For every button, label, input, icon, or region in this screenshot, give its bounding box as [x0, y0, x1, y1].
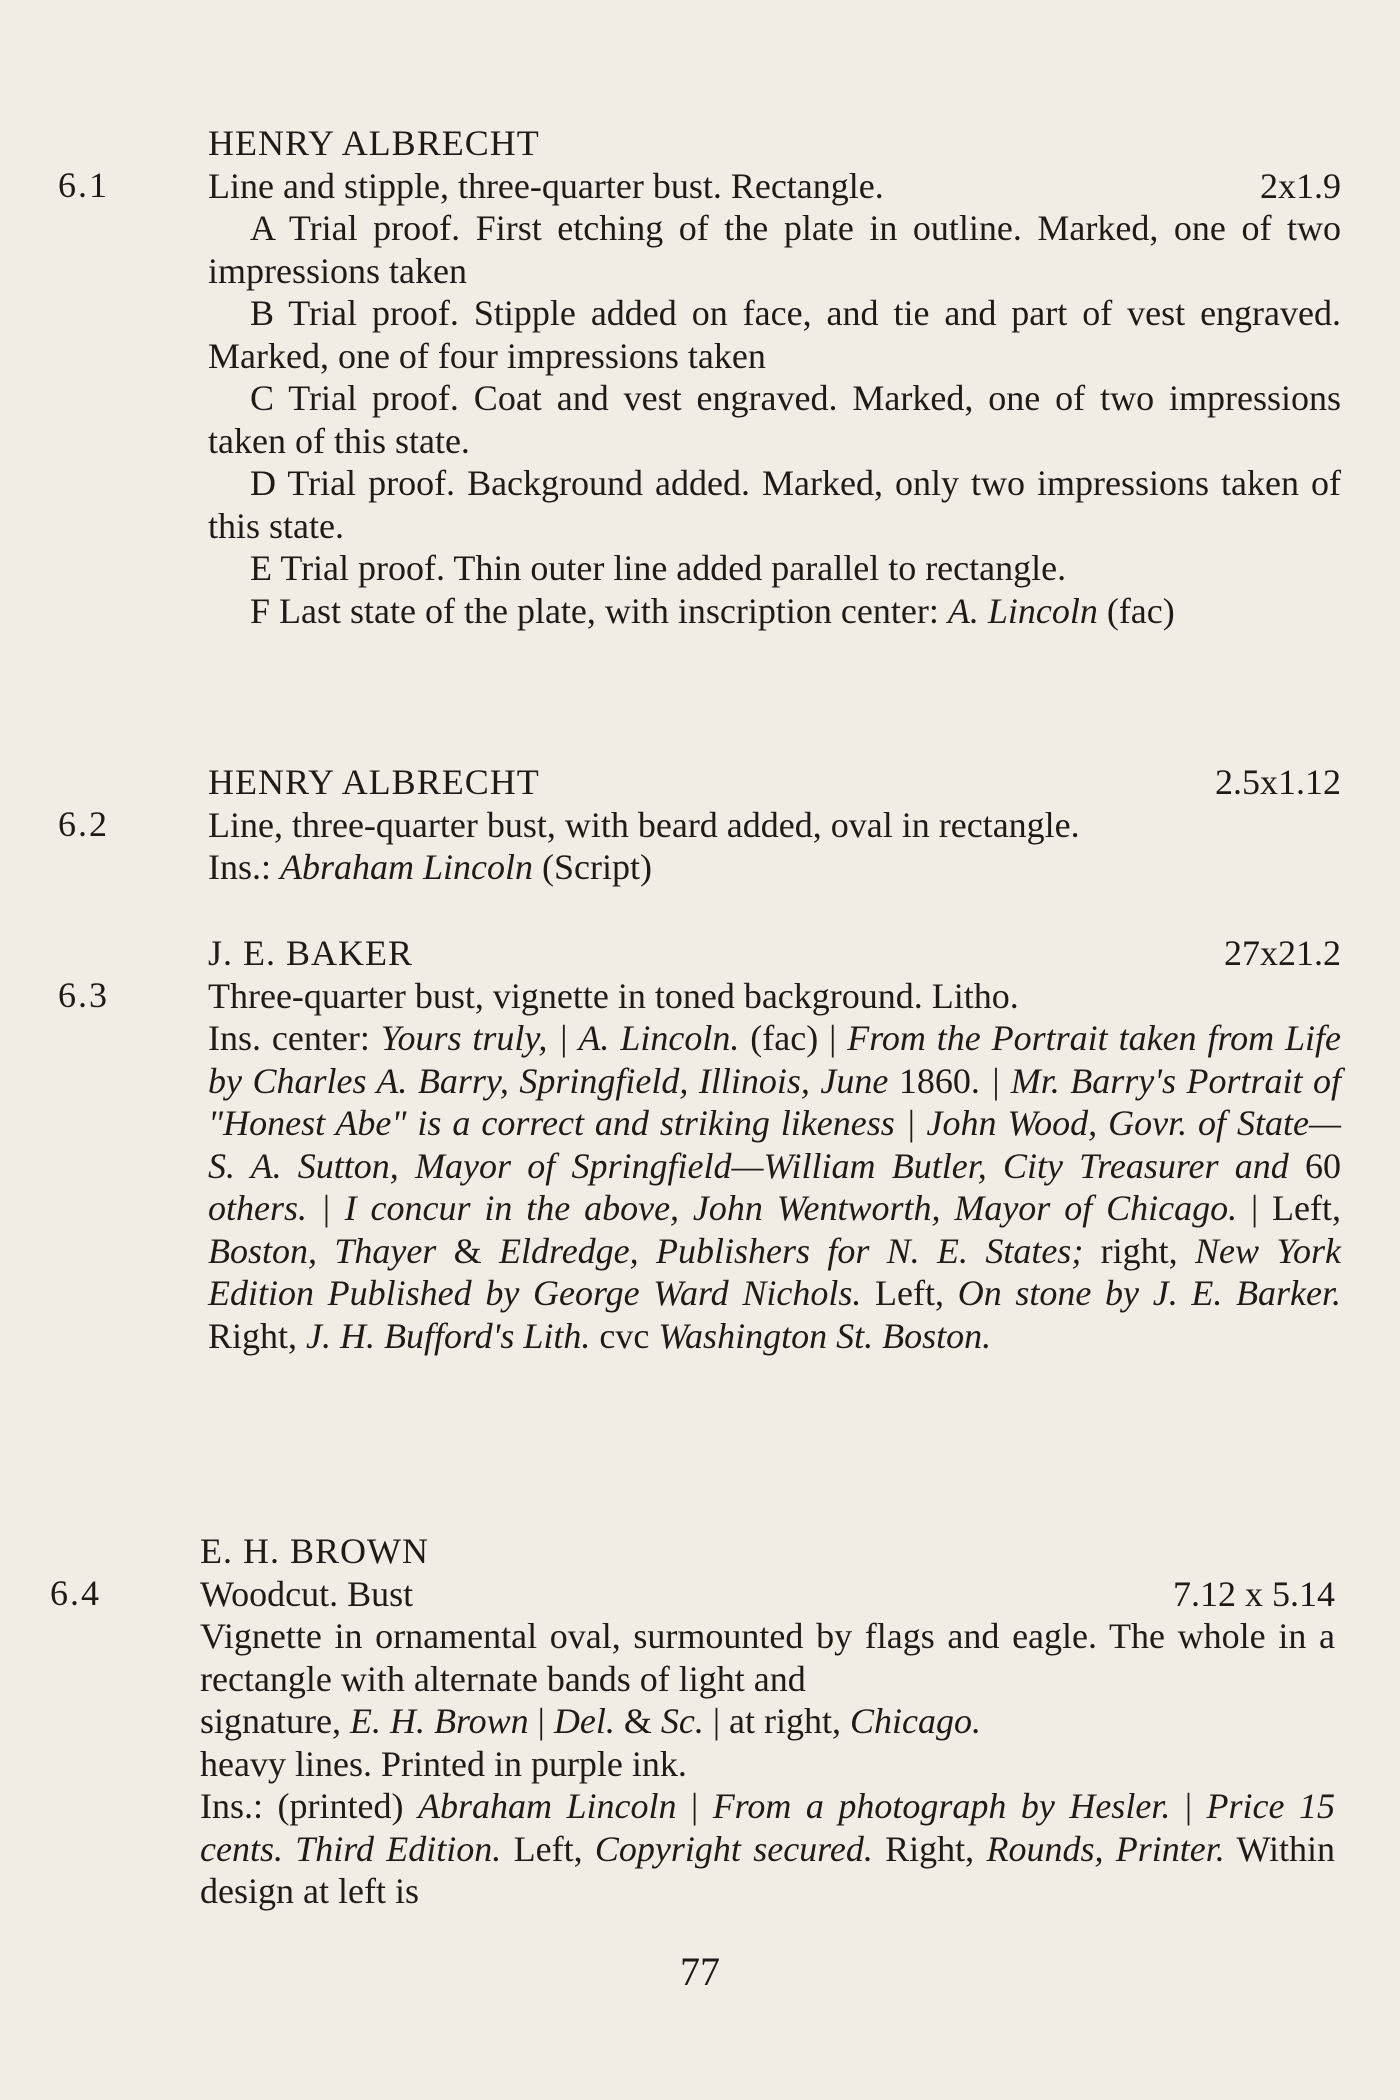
entry-paragraph: heavy lines. Printed in purple ink.	[200, 1743, 687, 1784]
ins-roman: |	[1184, 1786, 1193, 1826]
ins-italic: On stone by J. E. Barker.	[957, 1273, 1342, 1313]
ins-suffix: (Script)	[542, 847, 652, 887]
sig-italic: Chicago.	[850, 1701, 982, 1741]
sig-italic: Sc.	[660, 1701, 704, 1741]
ins-italic: Eldredge, Publishers for N. E. States;	[499, 1230, 1084, 1271]
inscription	[200, 1785, 1335, 1913]
entry-number: 6.3	[58, 975, 109, 1015]
ins-roman: cvc	[599, 1315, 650, 1356]
ins-italic: Rounds, Printer.	[986, 1828, 1225, 1869]
entry-body	[200, 1530, 1335, 1913]
ins-roman: Right,	[885, 1828, 975, 1869]
ins-italic: From the Portrait taken from Life by Charles A. Barry, Springfield, Illinois, June	[208, 1018, 1342, 1101]
state-d: D Trial proof. Background added. Marked, only two impressions taken of this state.	[208, 463, 1341, 546]
ins-italic: Price 15 cents. Third Edition.	[200, 1786, 1336, 1869]
sig-roman: |	[537, 1701, 545, 1741]
ins-roman: Left,	[513, 1828, 583, 1869]
ins-roman: 1860.	[898, 1060, 980, 1101]
state-f-inscription: A. Lincoln	[947, 590, 1098, 631]
state-b: B Trial proof. Stipple added on face, and tie and part of vest engraved. Marked, one of four impressions taken	[208, 293, 1341, 376]
state-f	[208, 590, 1341, 633]
sig-italic: Del.	[553, 1701, 615, 1741]
ins-italic: Copyright secured.	[594, 1828, 873, 1869]
entry-number: 6.4	[50, 1573, 101, 1613]
inscription	[208, 1017, 1341, 1357]
state-c: C Trial proof. Coat and vest engraved. Marked, one of two impressions taken of this state.	[208, 378, 1341, 461]
artist-row	[208, 761, 1341, 804]
sig-roman: &	[623, 1701, 652, 1741]
entry-number: 6.1	[58, 165, 109, 205]
ins-label: Ins.: (printed)	[200, 1786, 404, 1826]
entry-description-row	[208, 165, 1341, 208]
artist-name: E. H. BROWN	[200, 1531, 429, 1571]
ins-roman: (fac) |	[750, 1018, 837, 1058]
entry-description: Line and stipple, three-quarter bust. Rectangle.	[208, 165, 884, 206]
ins-roman: |	[690, 1786, 699, 1826]
sig-label: signature,	[200, 1701, 341, 1741]
ins-roman: 60	[1305, 1145, 1341, 1186]
ins-italic: Yours truly, | A. Lincoln.	[380, 1018, 740, 1058]
entry-size: 27x21.2	[1224, 933, 1341, 973]
ins-italic: others. | I concur in the above, John Wentworth, Mayor of Chicago.	[208, 1188, 1238, 1228]
artist-row	[208, 932, 1341, 975]
ins-italic: Boston, Thayer	[208, 1230, 437, 1271]
artist-name: HENRY ALBRECHT	[208, 762, 540, 802]
state-f-text: F Last state of the plate, with inscription center:	[250, 590, 939, 631]
ins-italic: Washington St. Boston.	[658, 1315, 992, 1356]
ins-roman: Within design at left is	[200, 1828, 1336, 1911]
ins-roman: Left,	[875, 1273, 945, 1313]
ins-italic: | Mr. Barry's Portrait of "Honest Abe" is a correct and striking likeness | John Wood, Govr. of State—S. A. Sutton, Mayor of Springfield—William Butler, City Treasurer and	[208, 1060, 1342, 1186]
sig-italic: E. H. Brown	[349, 1701, 529, 1741]
inscription	[208, 846, 1341, 889]
entry-size: 7.12 x 5.14	[1173, 1573, 1335, 1614]
ins-italic: New York Edition Published by George Ward Nichols.	[208, 1230, 1342, 1313]
entry-body	[208, 761, 1341, 889]
ins-italic: J. H. Bufford's Lith.	[306, 1315, 591, 1356]
state-e: E Trial proof. Thin outer line added parallel to rectangle.	[250, 548, 1067, 588]
signature-line	[200, 1700, 1335, 1743]
entry-body	[208, 932, 1341, 1357]
artist-name: J. E. BAKER	[208, 933, 414, 973]
ins-text: Abraham Lincoln	[280, 847, 534, 887]
entry-description: Woodcut. Bust	[200, 1573, 414, 1614]
ins-italic: Abraham Lincoln	[417, 1786, 677, 1826]
entry-size: 2x1.9	[1260, 165, 1341, 206]
ins-italic: From a photograph by Hesler.	[712, 1786, 1171, 1826]
entry-description-row	[200, 1573, 1335, 1616]
entry-size: 2.5x1.12	[1215, 762, 1341, 802]
entry-body	[208, 122, 1341, 632]
entry-number: 6.2	[58, 804, 109, 844]
entry-description: Line, three-quarter bust, with beard added, oval in rectangle.	[208, 804, 1080, 845]
ins-roman: right,	[1100, 1230, 1178, 1271]
artist-name: HENRY ALBRECHT	[208, 123, 540, 163]
page-number: 77	[680, 1949, 720, 1994]
ins-label: Ins. center:	[208, 1018, 370, 1058]
ins-roman: Right,	[208, 1315, 298, 1356]
ins-label: Ins.:	[208, 847, 271, 887]
ins-roman: | Left,	[1250, 1188, 1342, 1228]
sig-roman: | at right,	[712, 1701, 842, 1741]
entry-paragraph: Vignette in ornamental oval, surmounted by flags and eagle. The whole in a rectangle with alternate bands of light and	[200, 1616, 1335, 1699]
state-f-suffix: (fac)	[1106, 590, 1175, 631]
ins-roman: &	[453, 1230, 482, 1271]
entry-description: Three-quarter bust, vignette in toned background. Litho.	[208, 975, 1019, 1016]
state-a: A Trial proof. First etching of the plate in outline. Marked, one of two impressions taken	[208, 208, 1341, 291]
